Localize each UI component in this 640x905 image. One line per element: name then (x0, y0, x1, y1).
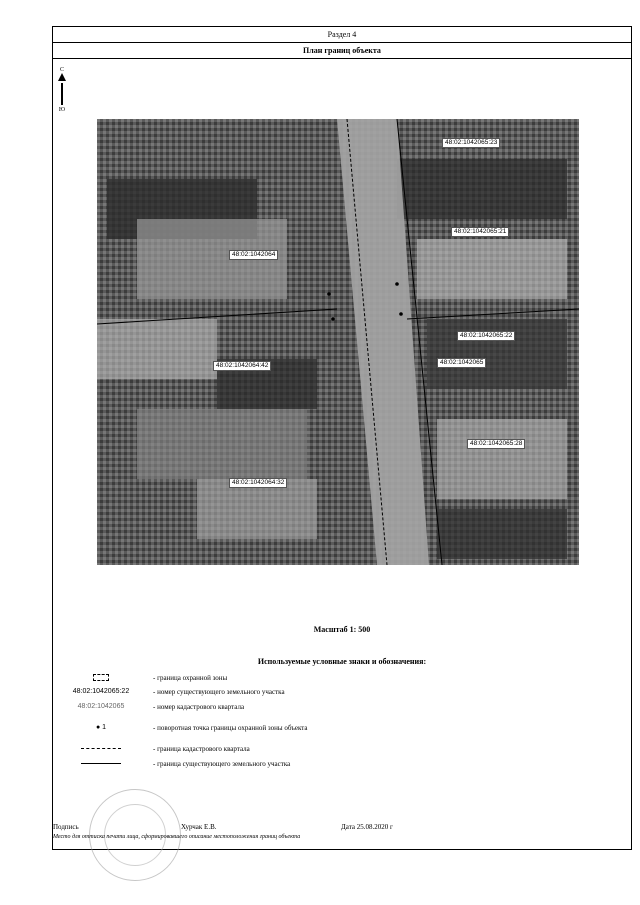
parcel-label: 48:02:1042065:28 (467, 439, 525, 449)
signature-row: Подпись Хурчак Е.В. Дата 25.08.2020 г (53, 823, 393, 831)
seal-note: Место для оттиска печати лица, сформировавшего описание местоположения границ объекта (53, 834, 301, 840)
south-label: Ю (58, 107, 66, 113)
page-title: План границ объекта (53, 43, 631, 59)
map-scale: Масштаб 1: 500 (313, 625, 371, 634)
legend-title: Используемые условные знаки и обозначения: (257, 657, 427, 666)
quarter-label: 48:02:1042064 (229, 250, 278, 260)
parcel-label: 48:02:1042065:21 (451, 227, 509, 237)
quarter-boundary-symbol (53, 745, 149, 752)
aerial-map (97, 119, 579, 565)
parcel-label: 48:02:1042064:42 (213, 361, 271, 371)
north-label: С (59, 67, 64, 73)
parcel-label: 48:02:1042065:23 (442, 138, 500, 148)
parcel-label: 48:02:1042065:22 (457, 331, 515, 341)
sign-date: Дата 25.08.2020 г (341, 823, 393, 831)
protection-zone-symbol (53, 674, 149, 683)
signer-name: Хурчак Е.В. (181, 823, 217, 831)
quarter-label: 48:02:1042065 (437, 358, 486, 368)
north-arrow-icon (56, 67, 68, 113)
map-image (97, 119, 579, 565)
parcel-boundary-symbol (53, 760, 149, 767)
document-frame: Раздел 4 План границ объекта С Ю 48:02:1042065:23 48:02:1042065:21 48:02:1042064 48:02:1042065:22 48:02:1042065 48:02:1042064:42 48:02:1042065:28 48:02:1042064:32 Масштаб 1: 500 Используемые условные знаки и обозначения: - граница охранной зоны 48:02:1042065:22 - номер существующего земельного участка 48:02:1042065 - номер кадастрового квартала ● 1 - поворотная точка границы охранной зоны объекта - граница кадастрового квартала - граница существующего земельного участка Подпись Хурчак Е.В. Дата 25.08.2020 г Место для оттиска печати лица, сформировавшего описание местоположения границ объекта (52, 26, 632, 850)
turning-point-symbol: ● 1 (95, 724, 107, 731)
parcel-label: 48:02:1042064:32 (229, 478, 287, 488)
section-header: Раздел 4 (53, 27, 631, 43)
